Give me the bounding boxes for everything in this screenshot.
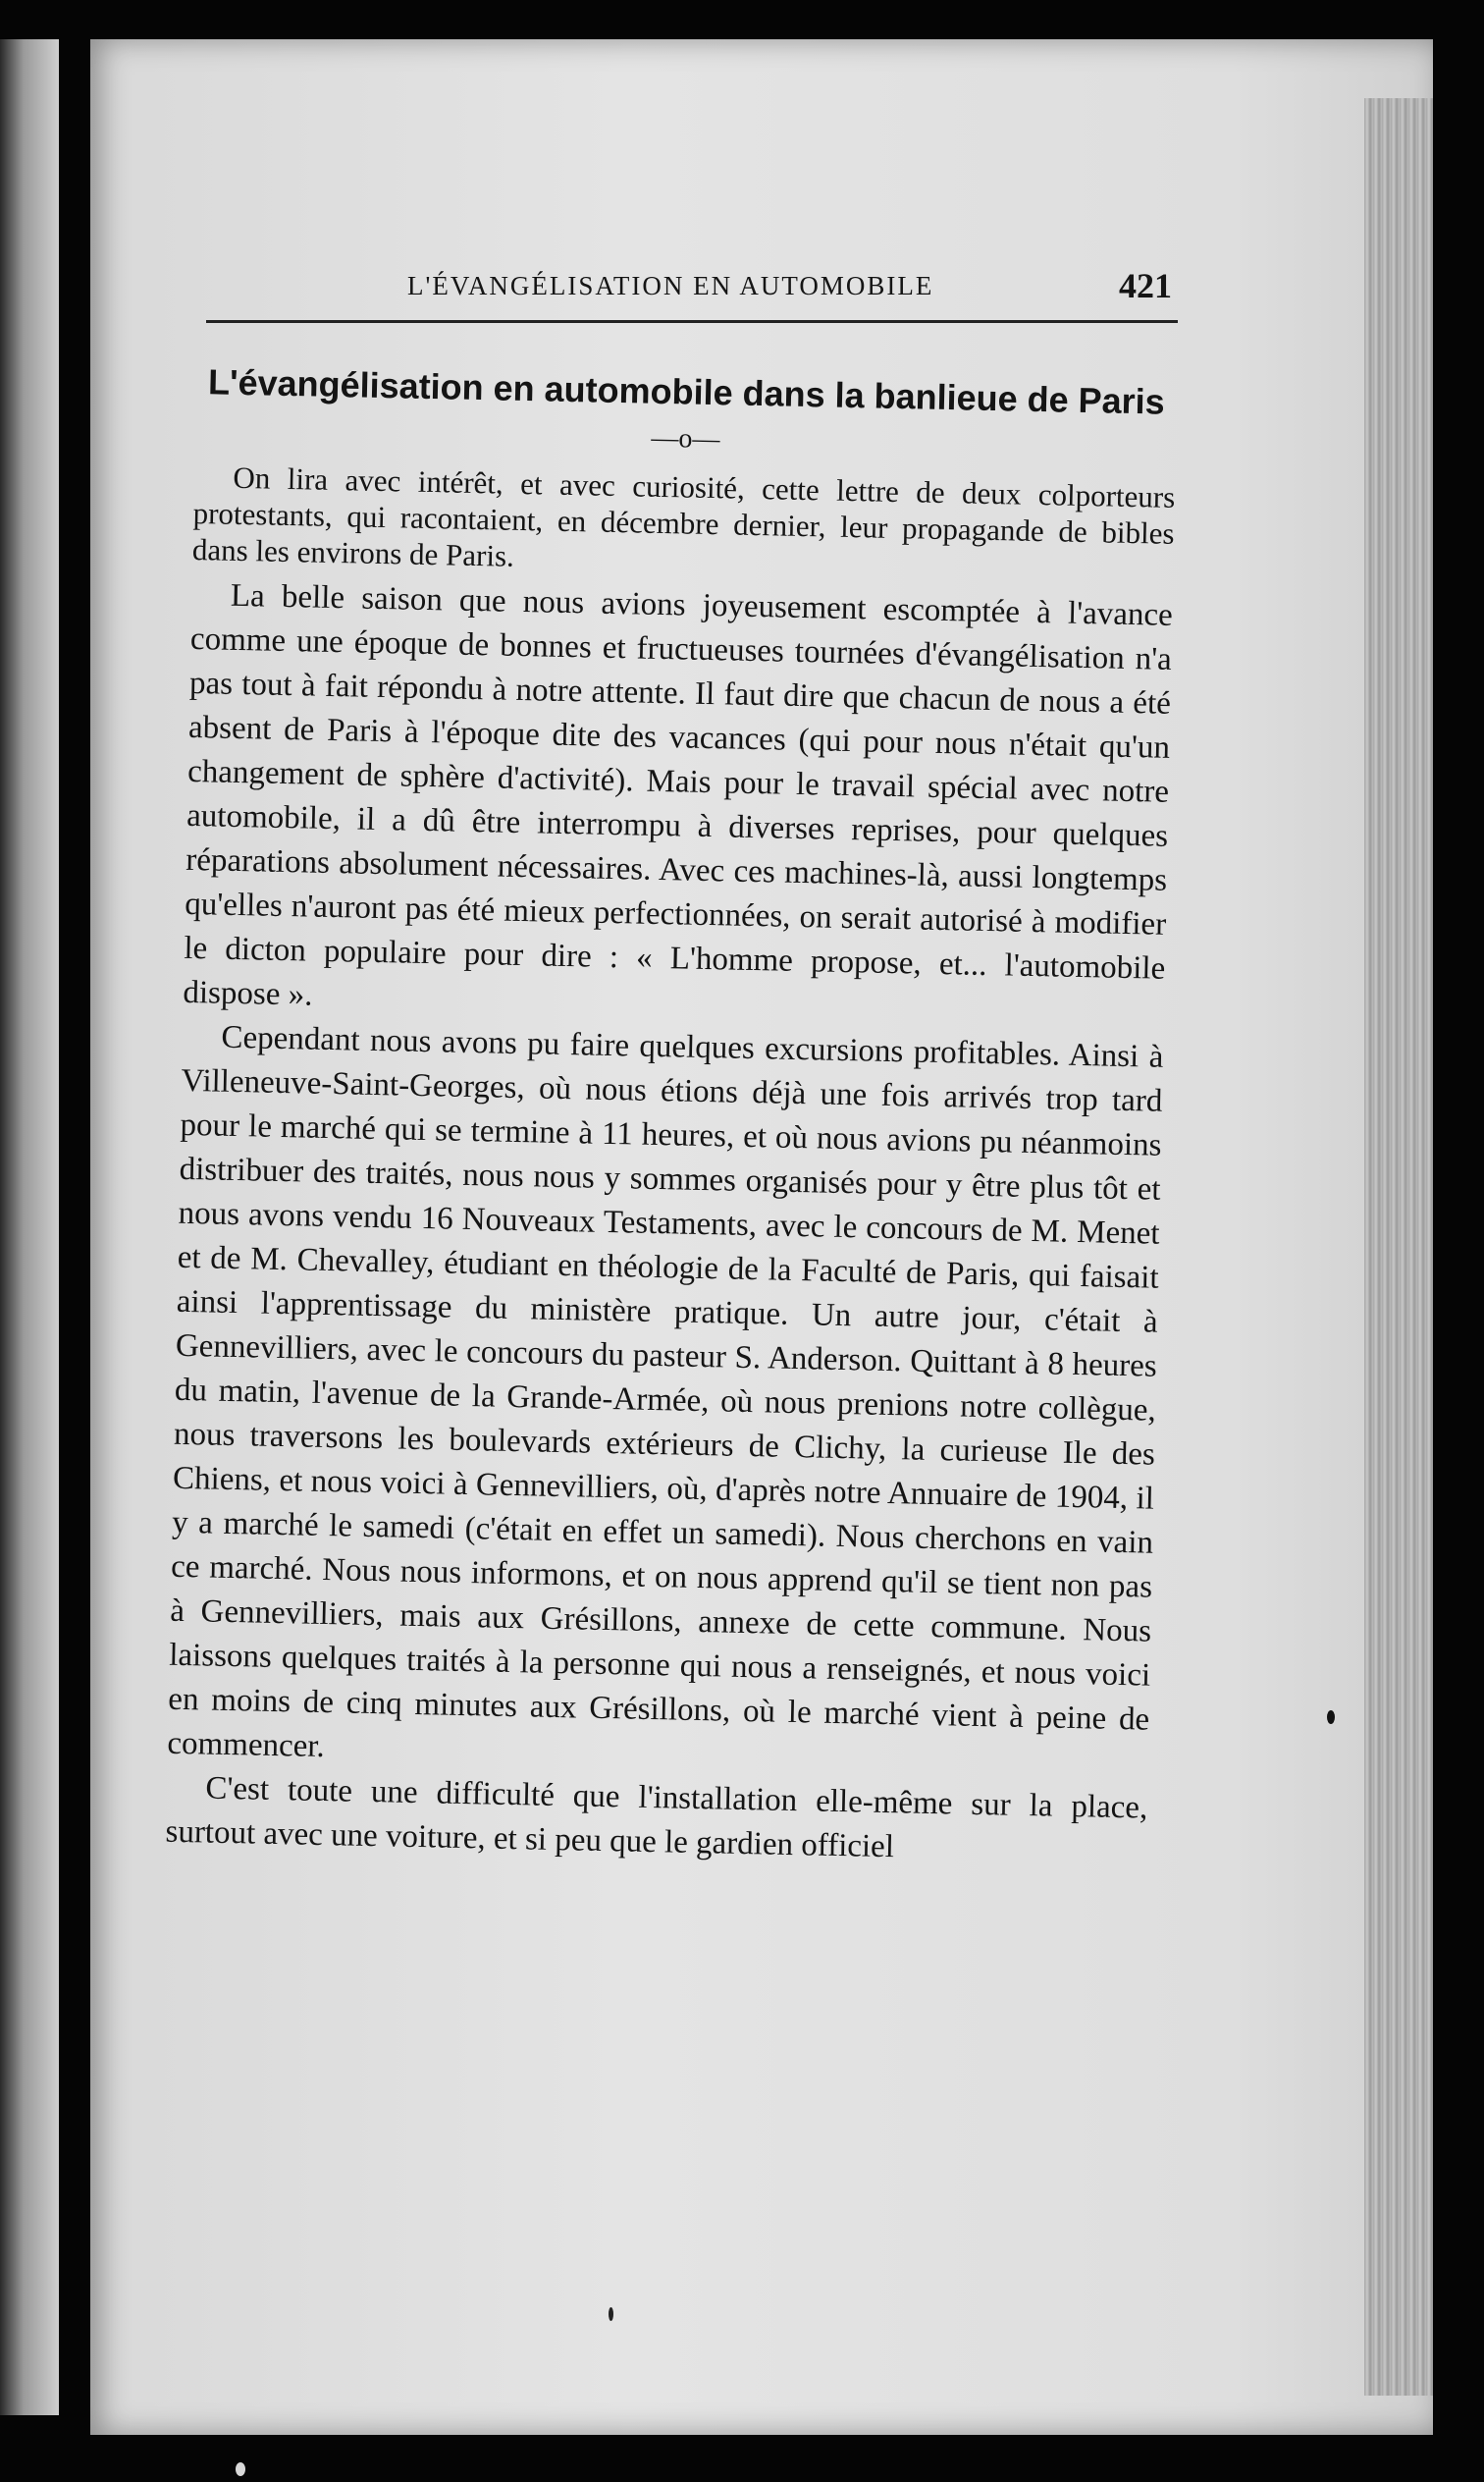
page-block-edge bbox=[1364, 98, 1433, 2396]
paragraph: Cependant nous avons pu faire quelques excursions profitables. Ainsi à Villeneuve-Saint-Georges, où nous étions déjà une fois arrivés trop tard pour le marché qui se termine à 11 heures, et où nous avions pu néanmoins distribuer des traités, nous nous y sommes organisés pour y être plus tôt et nous avons vendu 16 Nouveaux Testaments, avec le concours de M. Menet et de M. Chevalley, étudiant en théologie de la Faculté de Paris, qui faisait ainsi l'apprentissage du ministère pratique. Un autre jour, c'était à Gennevilliers, avec le concours du pasteur S. Anderson. Quittant à 8 heures du matin, l'avenue de la Grande-Armée, où nous prenions notre collègue, nous traversons les boulevards extérieurs de Clichy, la curieuse Ile des Chiens, et nous voici à Gennevilliers, où, d'après notre Annuaire de 1904, il y a marché le samedi (c'était en effet un samedi). Nous cherchons en vain ce marché. Nous nous informons, et on nous apprend qu'il se tient non pas à Gennevilliers, mais aux Grésillons, annexe de cette commune. Nous laissons quelques traités à la personne qui nous a renseignés, et nous voici en moins de cinq minutes aux Grésillons, où le marché vient à peine de commencer. bbox=[167, 1019, 1164, 1765]
scan-speck bbox=[1327, 1710, 1335, 1724]
scan-speck bbox=[236, 2462, 245, 2476]
article-body bbox=[165, 358, 1178, 1875]
page-number: 421 bbox=[1119, 266, 1172, 305]
running-title: L'ÉVANGÉLISATION EN AUTOMOBILE bbox=[407, 271, 934, 300]
scan-speck bbox=[609, 2307, 613, 2321]
title-ornament: —o— bbox=[651, 422, 720, 456]
article-title: L'évangélisation en automobile dans la banlieue de Paris bbox=[207, 361, 1166, 422]
header-rule bbox=[206, 320, 1178, 323]
paragraph: La belle saison que nous avions joyeusement escomptée à l'avance comme une époque de bonnes et fructueuses tournées d'évangélisation n'a pas tout à fait répondu à notre attente. Il faut dire que chacun de nous a été absent de Paris à l'époque dite des vacances (qui pour nous n'était qu'un changement de sphère d'activité). Mais pour le travail spécial avec notre automobile, il a dû être interrompu à diverses reprises, pour quelques réparations absolument nécessaires. Avec ces machines-là, aussi longtemps qu'elles n'auront pas été mieux perfectionnées, on serait autorisé à modifier le dicton populaire pour dire : « L'homme propose, et... l'automobile dispose ». bbox=[183, 577, 1174, 1013]
running-header bbox=[206, 257, 1188, 316]
intro-paragraph: On lira avec intérêt, et avec curiosité, cette lettre de deux colporteurs protestants, qui racontaient, en décembre dernier, leur propagande de bibles dans les environs de Paris. bbox=[191, 459, 1176, 573]
paragraph: C'est toute une difficulté que l'installation elle-même sur la place, surtout avec une voiture, et si peu que le gardien officiel bbox=[165, 1770, 1148, 1865]
facing-page-edge bbox=[0, 39, 59, 2415]
